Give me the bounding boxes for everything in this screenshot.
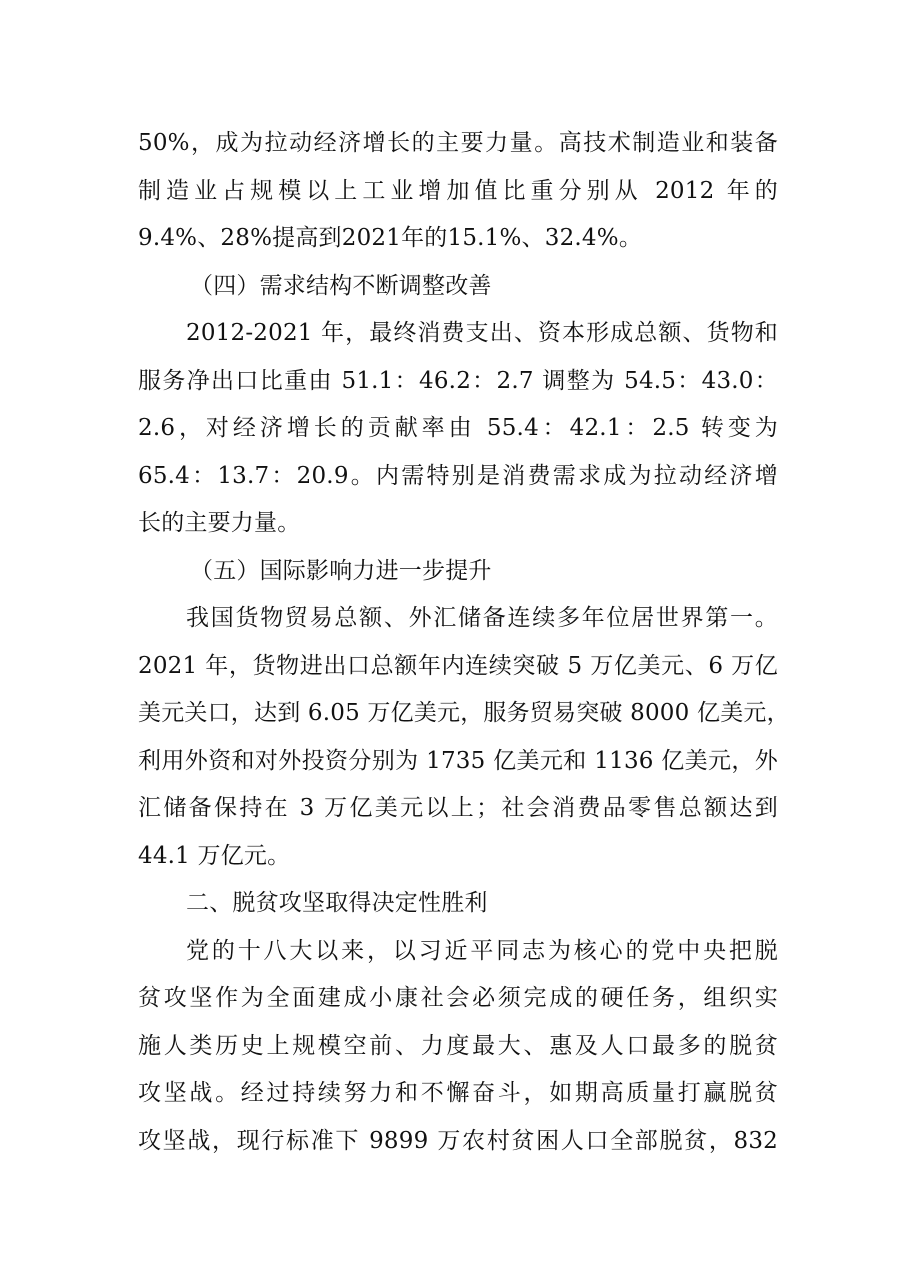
paragraph-line: 利用外资和对外投资分别为 1735 亿美元和 1136 亿美元，外: [138, 747, 778, 774]
section-heading: （四）需求结构不断调整改善: [190, 272, 492, 299]
paragraph-line: 长的主要力量。: [138, 510, 301, 536]
paragraph-line: 汇储备保持在 3 万亿美元以上；社会消费品零售总额达到: [138, 795, 778, 821]
paragraph-line: 攻坚战，现行标准下 9899 万农村贫困人口全部脱贫，832: [138, 1127, 778, 1154]
paragraph-line: 制造业占规模以上工业增加值比重分别从 2012 年的: [138, 177, 778, 204]
section-heading: （五）国际影响力进一步提升: [190, 557, 492, 584]
paragraph-line: 攻坚战。经过持续努力和不懈奋斗，如期高质量打赢脱贫: [138, 1080, 778, 1106]
paragraph-line: 施人类历史上规模空前、力度最大、惠及人口最多的脱贫: [138, 1032, 778, 1059]
paragraph-line: 9.4%、28%提高到2021年的15.1%、32.4%。: [138, 225, 643, 251]
paragraph-line: 65.4：13.7：20.9。内需特别是消费需求成为拉动经济增: [138, 462, 778, 489]
section-heading: 二、脱贫攻坚取得决定性胜利: [186, 890, 488, 916]
paragraph-line: 2021 年，货物进出口总额年内连续突破 5 万亿美元、6 万亿: [138, 652, 778, 679]
paragraph-line: 服务净出口比重由 51.1：46.2：2.7 调整为 54.5：43.0：: [138, 367, 778, 394]
paragraph-line: 党的十八大以来，以习近平同志为核心的党中央把脱: [186, 937, 778, 964]
paragraph-line: 44.1 万亿元。: [138, 842, 291, 869]
paragraph-line: 美元关口，达到 6.05 万亿美元，服务贸易突破 8000 亿美元，: [138, 700, 790, 726]
paragraph-line: 我国货物贸易总额、外汇储备连续多年位居世界第一。: [186, 605, 778, 631]
paragraph-line: 50%，成为拉动经济增长的主要力量。高技术制造业和装备: [138, 130, 778, 156]
paragraph-line: 2.6，对经济增长的贡献率由 55.4：42.1：2.5 转变为: [138, 415, 778, 441]
document-body: [138, 120, 790, 1165]
paragraph-line: 2012-2021 年，最终消费支出、资本形成总额、货物和: [186, 320, 778, 346]
paragraph-line: 贫攻坚作为全面建成小康社会必须完成的硬任务，组织实: [138, 985, 778, 1011]
